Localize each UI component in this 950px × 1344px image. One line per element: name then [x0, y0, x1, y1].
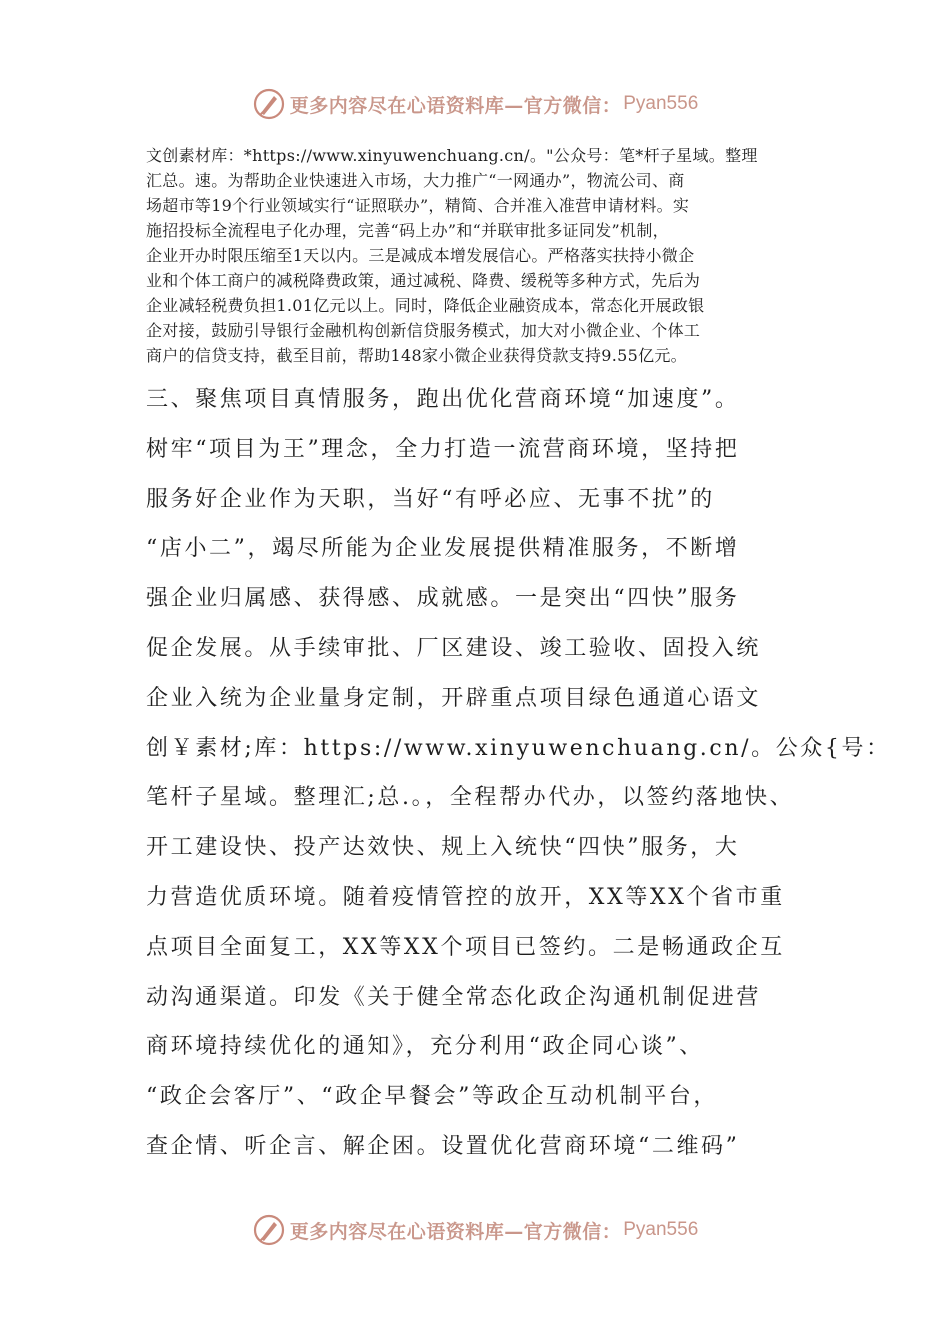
text-line: 动沟通渠道。印发《关于健全常态化政企沟通机制促进营 — [146, 984, 762, 1010]
text-line: 文创素材库：*https://www.xinyuwenchuang.cn/。"公众号：笔*杆子星域。整理 — [146, 146, 758, 165]
text-line: 施招投标全流程电子化办理，完善“码上办”和“并联审批多证同发”机制， — [146, 221, 669, 240]
section-heading-line: 三、聚焦项目真情服务，跑出优化营商环境“加速度”。 — [146, 387, 740, 412]
text-line: “店小二”，竭尽所能为企业发展提供精准服务，不断增 — [146, 536, 740, 562]
text-line: 促企发展。从手续审批、厂区建设、竣工验收、固投入统 — [146, 635, 762, 661]
text-line: 开工建设快、投产达效快、规上入统快“四快”服务，大 — [146, 835, 740, 861]
text-line: 场超市等19个行业领域实行“证照联办”，精简、合并准入准营申请材料。实 — [146, 196, 690, 215]
banner-handle: Pyan556 — [623, 93, 699, 114]
pen-logo-icon — [252, 1213, 286, 1247]
text-line: 查企情、听企言、解企困。设置优化营商环境“二维码” — [146, 1133, 740, 1159]
header-watermark-banner — [0, 84, 950, 124]
text-line: 业和个体工商户的减税降费政策，通过减税、降费、缓税等多种方式，先后为 — [146, 271, 701, 290]
small-text-paragraph — [146, 143, 806, 368]
text-line: 树牢“项目为王”理念，全力打造一流营商环境，坚持把 — [146, 436, 740, 462]
text-line: 点项目全面复工，XX等XX个项目已签约。二是畅通政企互 — [146, 934, 785, 960]
text-line: “政企会客厅”、“政企早餐会”等政企互动机制平台， — [146, 1084, 718, 1110]
text-line: 企业开办时限压缩至1天以内。三是减成本增发展信心。严格落实扶持小微企 — [146, 246, 695, 265]
text-line: 服务好企业作为天职，当好“有呼必应、无事不扰”的 — [146, 486, 715, 512]
text-line: 汇总。速。为帮助企业快速进入市场，大力推广“一网通办”，物流公司、商 — [146, 171, 685, 190]
banner-text: 更多内容尽在心语资料库—官方微信： — [289, 94, 622, 117]
footer-watermark-banner — [0, 1210, 950, 1250]
large-text-paragraph — [146, 375, 891, 1172]
text-line: 创￥素材;库：https://www.xinyuwenchuang.cn/。公众{号： — [146, 735, 891, 761]
text-line: 企对接，鼓励引导银行金融机构创新信贷服务模式，加大对小微企业、个体工 — [146, 321, 701, 340]
text-line: 企业减轻税费负担1.01亿元以上。同时，降低企业融资成本，常态化开展政银 — [146, 296, 705, 315]
pen-logo-icon — [252, 87, 286, 121]
banner-text: 更多内容尽在心语资料库—官方微信： — [289, 1220, 622, 1243]
text-line: 力营造优质环境。随着疫情管控的放开，XX等XX个省市重 — [146, 884, 785, 910]
text-line: 企业入统为企业量身定制，开辟重点项目绿色通道心语文 — [146, 685, 762, 711]
text-line: 商户的信贷支持，截至目前，帮助148家小微企业获得贷款支持9.55亿元。 — [146, 346, 687, 365]
text-line: 商环境持续优化的通知》，充分利用“政企同心谈”、 — [146, 1034, 704, 1060]
banner-handle: Pyan556 — [623, 1219, 699, 1240]
text-line: 强企业归属感、获得感、成就感。一是突出“四快”服务 — [146, 586, 740, 612]
text-line: 笔杆子星域。整理汇;总.。，全程帮办代办，以签约落地快、 — [146, 785, 795, 811]
